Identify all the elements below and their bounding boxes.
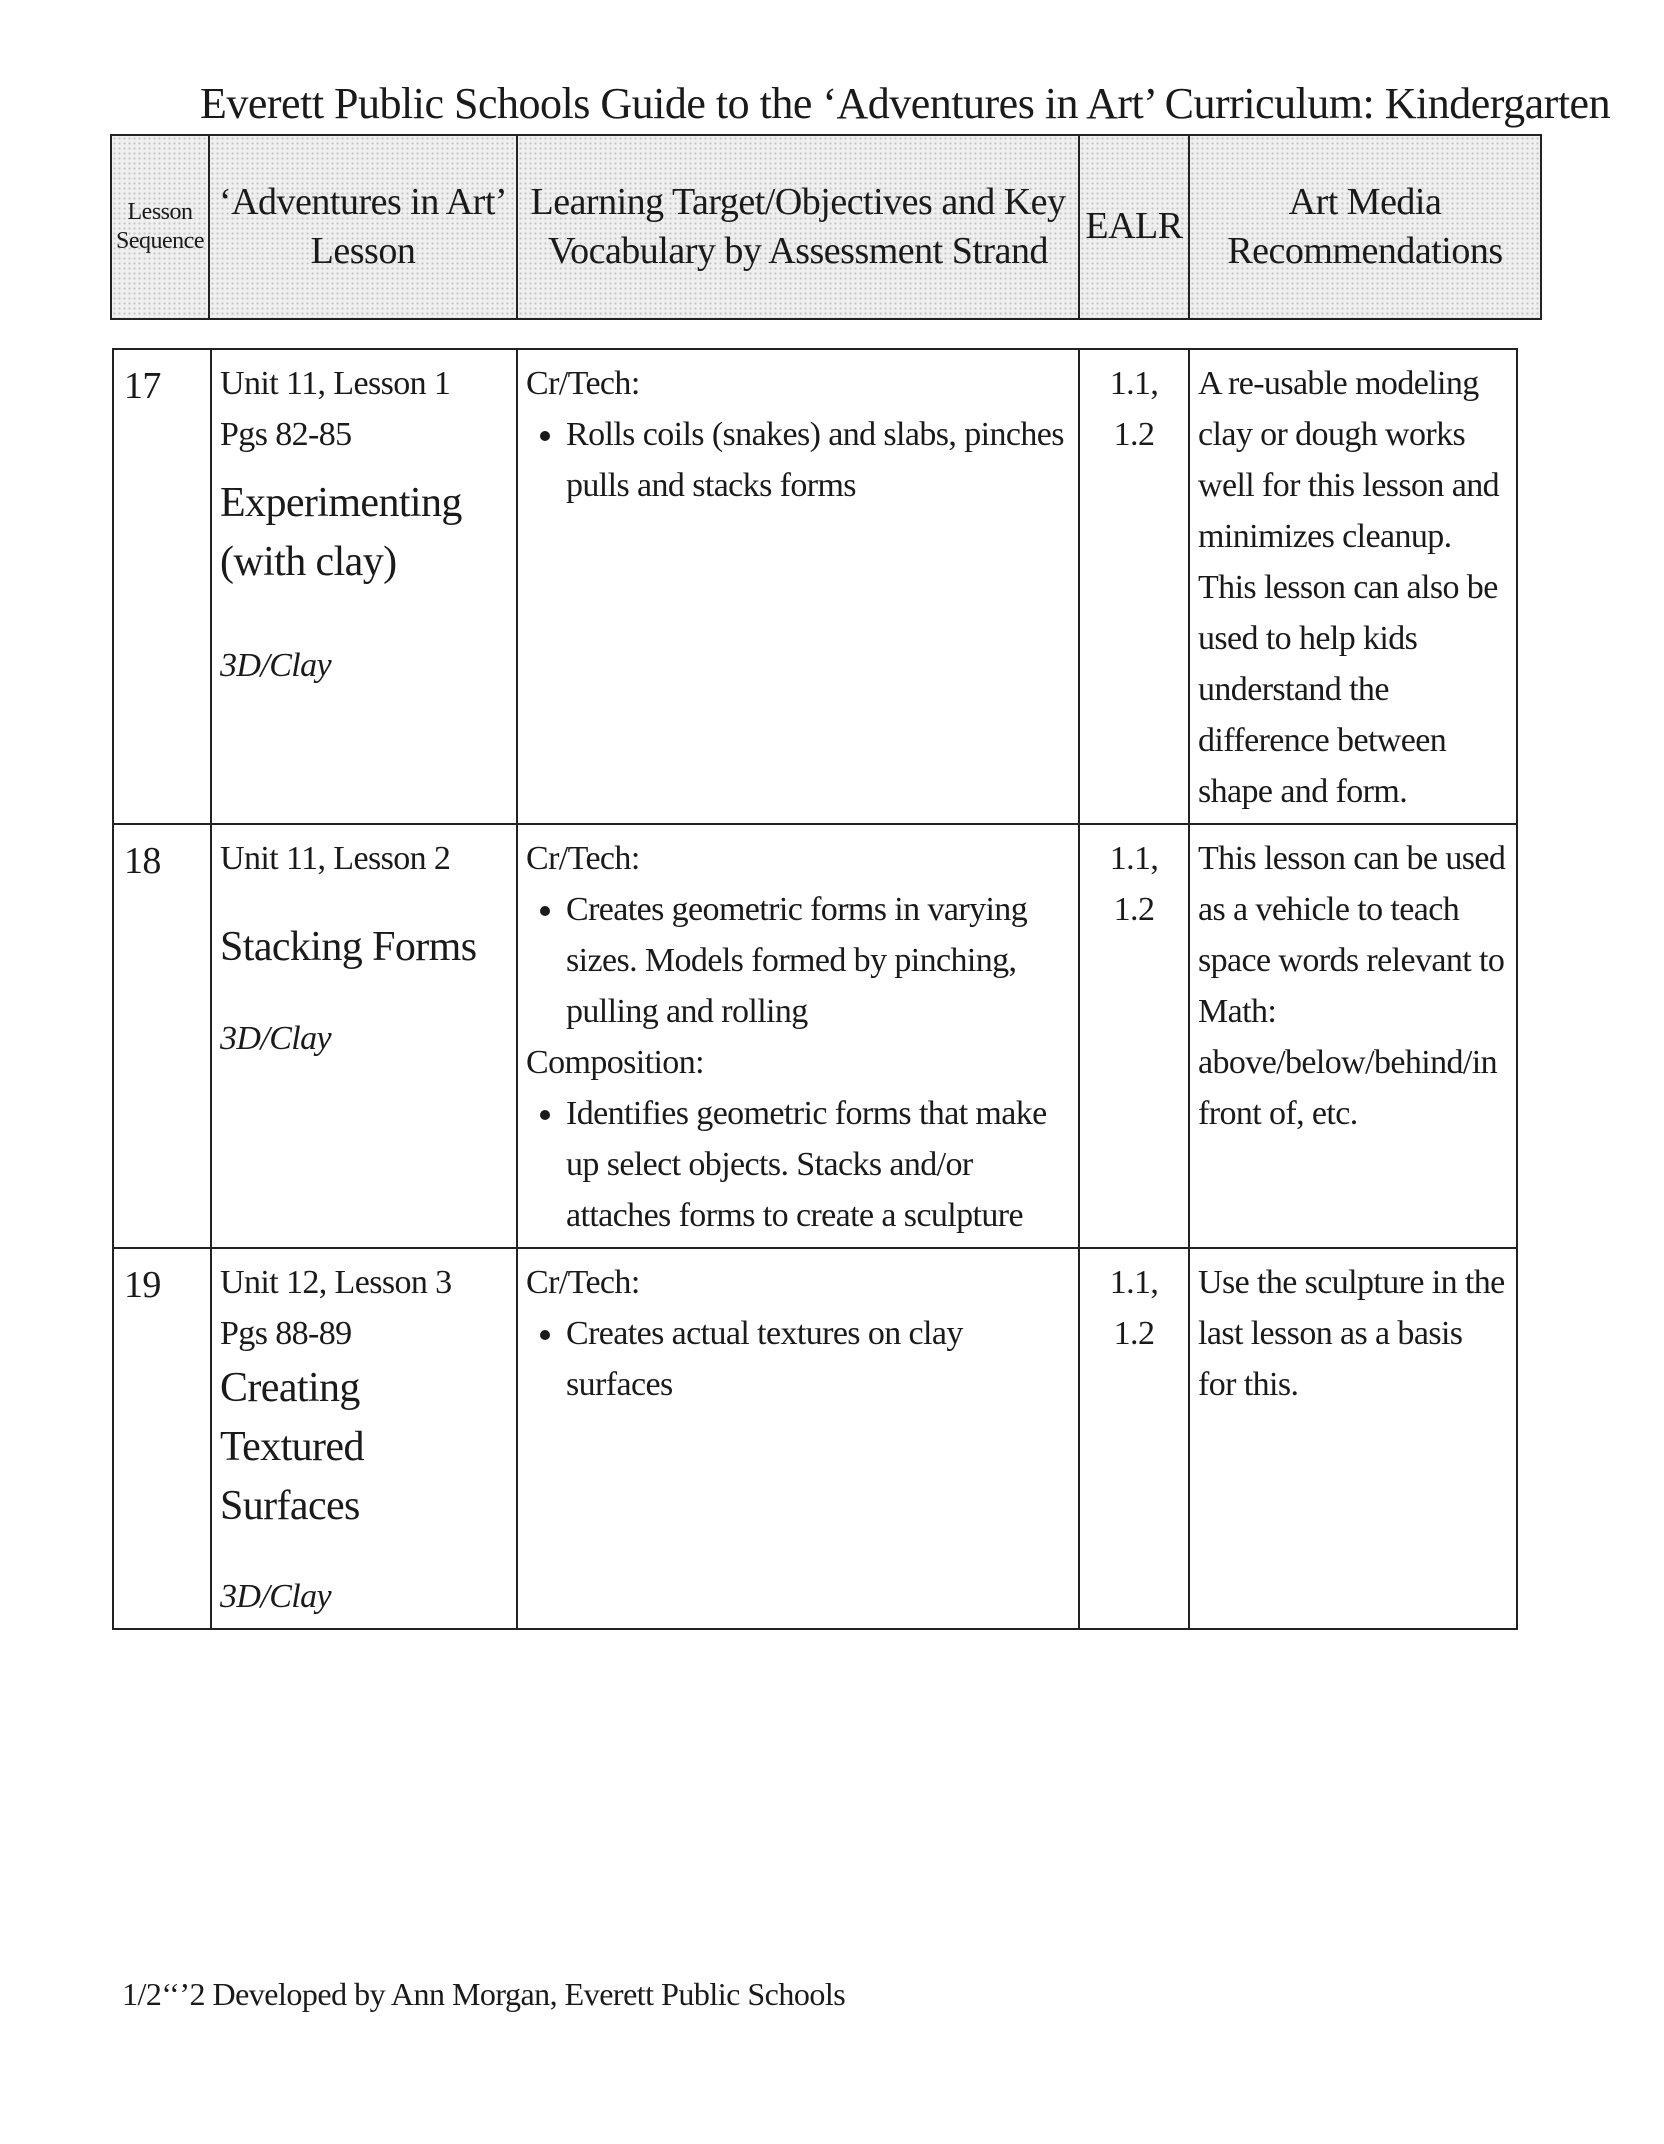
header-ealr bbox=[1079, 135, 1189, 319]
objective-item: • Creates geometric forms in varying sizes. Models formed by pinching, pulling and rolling bbox=[566, 884, 1070, 1037]
header-lesson-line2: Lesson bbox=[310, 230, 416, 272]
lesson-title: Experimenting (with clay) bbox=[220, 480, 462, 585]
lesson-title: Creating Textured Surfaces bbox=[220, 1365, 364, 1529]
objective-list bbox=[526, 409, 1070, 511]
lesson-cell bbox=[211, 1248, 517, 1629]
lesson-type: 3D/Clay bbox=[220, 646, 332, 684]
objective-list bbox=[526, 1308, 1070, 1410]
objectives-cell bbox=[517, 824, 1079, 1248]
table-row bbox=[113, 824, 1517, 1248]
media-cell: A re-usable modeling clay or dough works well for this lesson and minimizes cleanup. This lesson can also be used to help kids understand the difference between shape and form. bbox=[1189, 349, 1517, 824]
media-cell: This lesson can be used as a vehicle to teach space words relevant to Math: above/below/behind/in front of, etc. bbox=[1189, 824, 1517, 1248]
lesson-title: Stacking Forms bbox=[220, 924, 477, 970]
objective-item: • Creates actual textures on clay surfaces bbox=[566, 1308, 1070, 1410]
strand-label: Cr/Tech: bbox=[526, 365, 640, 402]
page-title: Everett Public Schools Guide to the ‘Adventures in Art’ Curriculum: Kindergarten bbox=[200, 79, 1611, 128]
table-row bbox=[113, 1248, 1517, 1629]
header-ealr-label: EALR bbox=[1085, 205, 1183, 248]
objective-list bbox=[526, 884, 1070, 1037]
ealr-cell: 1.1, 1.2 bbox=[1079, 349, 1189, 824]
header-lesson-line1: ‘Adventures in Art’ bbox=[218, 180, 508, 223]
strand-label: Cr/Tech: bbox=[526, 840, 640, 877]
lesson-sequence-cell: 18 bbox=[113, 824, 211, 1248]
unit-label: Unit 11, Lesson 2 bbox=[220, 840, 451, 877]
ealr-cell: 1.1, 1.2 bbox=[1079, 824, 1189, 1248]
strand-label: Composition: bbox=[526, 1044, 704, 1081]
header-lesson-sequence-line2: Sequence bbox=[116, 228, 204, 254]
header-lesson-sequence bbox=[111, 135, 209, 319]
header-media-line1: Art Media bbox=[1288, 180, 1442, 223]
objectives-cell bbox=[517, 1248, 1079, 1629]
pages-label: Pgs 88-89 bbox=[220, 1315, 352, 1352]
header-table bbox=[110, 134, 1542, 320]
unit-label: Unit 11, Lesson 1 bbox=[220, 365, 451, 402]
footer-credit: 1/2‘‘’2 Developed by Ann Morgan, Everett Public Schools bbox=[122, 1976, 846, 2012]
lesson-type: 3D/Clay bbox=[220, 1578, 332, 1616]
strand-label: Cr/Tech: bbox=[526, 1264, 640, 1301]
objective-list bbox=[526, 1088, 1070, 1241]
objective-item: • Identifies geometric forms that make up select objects. Stacks and/or attaches forms to create a sculpture bbox=[566, 1088, 1070, 1241]
objectives-cell bbox=[517, 349, 1079, 824]
media-cell: Use the sculpture in the last lesson as a basis for this. bbox=[1189, 1248, 1517, 1629]
table-row bbox=[113, 349, 1517, 824]
unit-label: Unit 12, Lesson 3 bbox=[220, 1264, 452, 1301]
pages-label: Pgs 82-85 bbox=[220, 416, 352, 453]
lesson-cell bbox=[211, 824, 517, 1248]
lesson-sequence-cell: 19 bbox=[113, 1248, 211, 1629]
ealr-cell: 1.1, 1.2 bbox=[1079, 1248, 1189, 1629]
header-row bbox=[111, 135, 1541, 319]
header-lesson-sequence-line1: Lesson bbox=[127, 199, 193, 226]
objective-item: • Rolls coils (snakes) and slabs, pinches pulls and stacks forms bbox=[566, 409, 1070, 511]
lesson-table bbox=[112, 348, 1518, 1630]
header-media bbox=[1189, 135, 1541, 319]
header-media-line2: Recommendations bbox=[1227, 230, 1503, 272]
header-lesson bbox=[209, 135, 517, 319]
header-objectives-line2: Vocabulary by Assessment Strand bbox=[548, 230, 1048, 272]
lesson-type: 3D/Clay bbox=[220, 1019, 332, 1057]
lesson-cell bbox=[211, 349, 517, 824]
lesson-sequence-cell: 17 bbox=[113, 349, 211, 824]
header-objectives bbox=[517, 135, 1079, 319]
header-objectives-line1: Learning Target/Objectives and Key bbox=[530, 180, 1066, 223]
